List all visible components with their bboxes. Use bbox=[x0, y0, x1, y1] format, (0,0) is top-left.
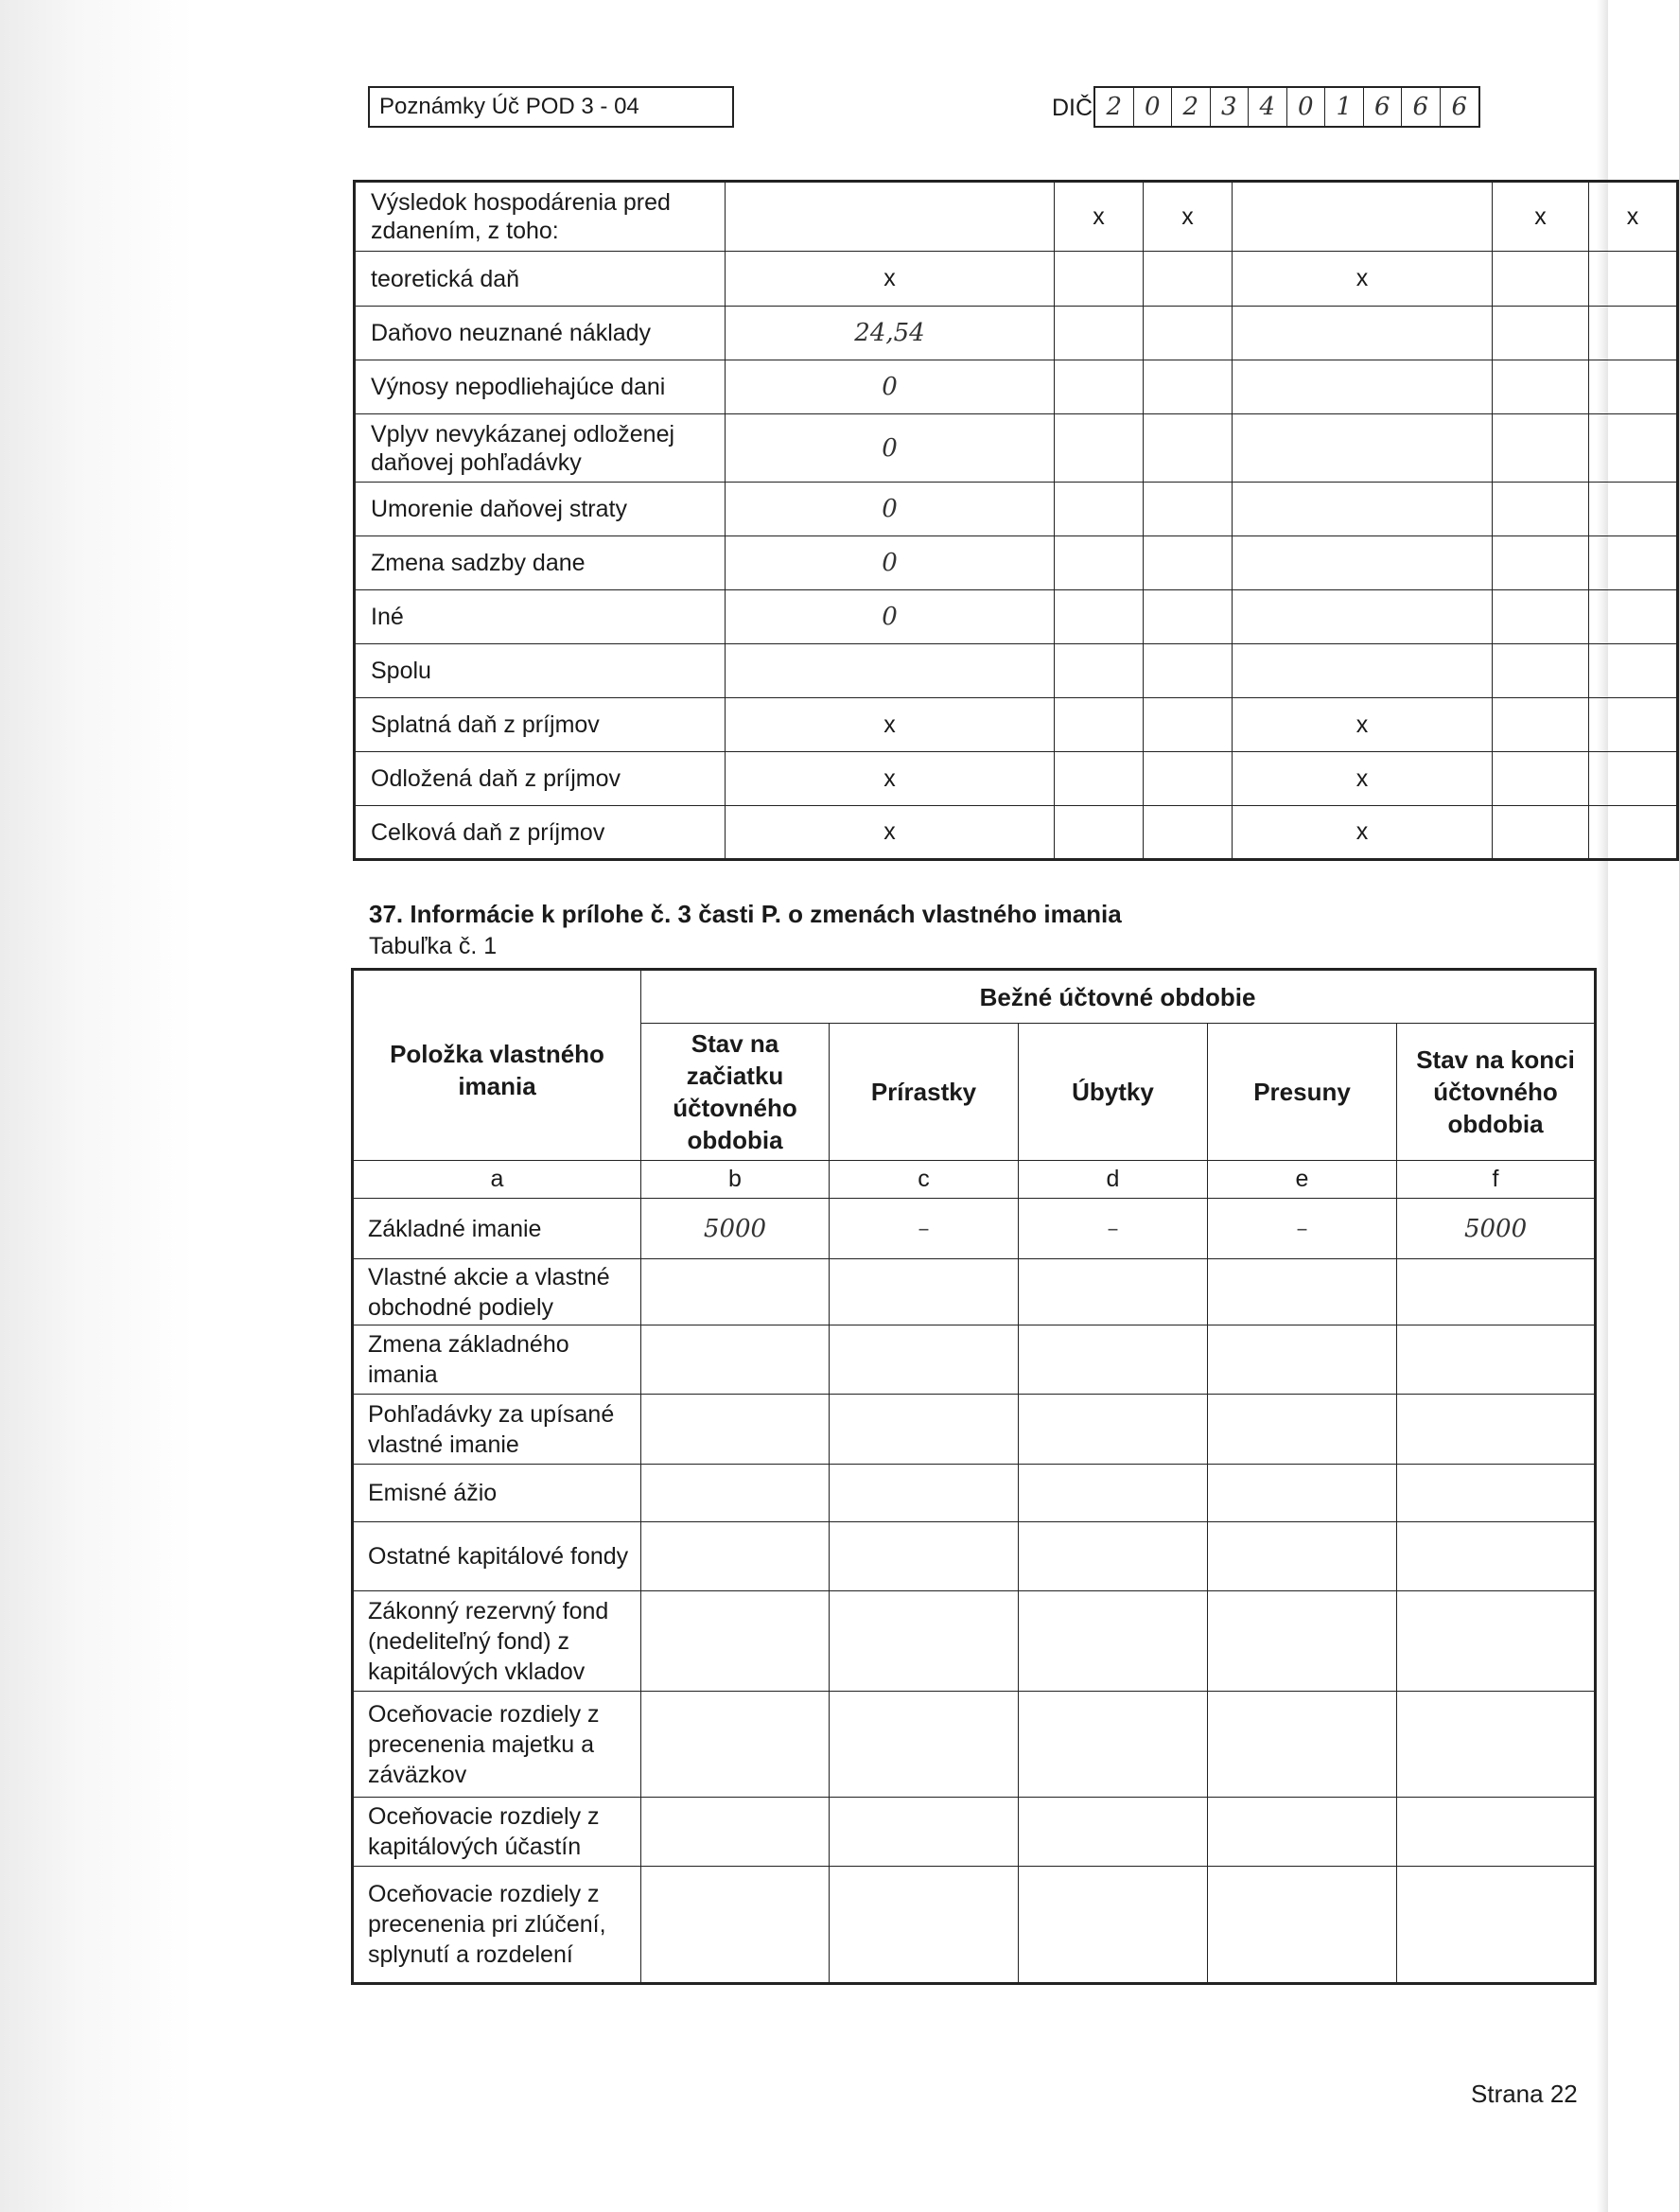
tax-cell bbox=[1055, 252, 1144, 307]
equity-row bbox=[353, 1259, 1596, 1325]
tax-cell-value: 0 bbox=[882, 549, 898, 577]
equity-cell bbox=[830, 1692, 1019, 1798]
equity-cell-value: 5000 bbox=[703, 1214, 767, 1243]
tax-cell bbox=[1233, 252, 1493, 307]
tax-cell bbox=[1589, 698, 1678, 752]
tax-row-label: Iné bbox=[355, 590, 726, 644]
equity-row-label: Zákonný rezervný fond (nedeliteľný fond) z kapitálových vkladov bbox=[353, 1591, 641, 1692]
equity-cell bbox=[1208, 1199, 1397, 1259]
tax-cell bbox=[1493, 360, 1589, 414]
tax-cell bbox=[1233, 483, 1493, 536]
tax-cell bbox=[726, 644, 1055, 698]
equity-row bbox=[353, 1591, 1596, 1692]
tax-cell-value: 0 bbox=[882, 603, 898, 631]
tax-cell bbox=[1055, 360, 1144, 414]
tax-cell-value: x bbox=[1355, 711, 1369, 738]
tax-cell bbox=[1055, 806, 1144, 860]
equity-row bbox=[353, 1199, 1596, 1259]
equity-cell bbox=[641, 1798, 830, 1867]
dic-digit-box: 0 bbox=[1134, 88, 1173, 126]
tax-cell-value: x bbox=[883, 818, 896, 845]
section-37-title: 37. Informácie k prílohe č. 3 časti P. o zmenách vlastného imania bbox=[369, 900, 1122, 928]
tax-row bbox=[355, 698, 1678, 752]
tax-cell bbox=[1493, 182, 1589, 252]
tax-row-label: Vplyv nevykázanej odloženej daňovej pohľadávky bbox=[355, 414, 726, 483]
col-letter: d bbox=[1019, 1161, 1208, 1199]
tax-cell bbox=[1493, 752, 1589, 806]
dic-digit-boxes bbox=[1093, 86, 1480, 128]
tax-cell-value: 0 bbox=[882, 495, 898, 523]
equity-header-row-1 bbox=[353, 970, 1596, 1024]
tax-cell bbox=[1589, 806, 1678, 860]
tax-cell-value: x bbox=[1355, 818, 1369, 845]
col-letter: f bbox=[1397, 1161, 1596, 1199]
tax-cell-value: x bbox=[1093, 202, 1105, 230]
tax-cell bbox=[1233, 414, 1493, 483]
tax-cell bbox=[726, 806, 1055, 860]
tax-cell bbox=[1589, 590, 1678, 644]
tax-cell bbox=[1589, 536, 1678, 590]
tax-reconciliation-table bbox=[353, 180, 1679, 861]
equity-cell bbox=[1019, 1692, 1208, 1798]
form-title-box bbox=[368, 86, 734, 128]
tax-row bbox=[355, 752, 1678, 806]
item-header: Položka vlastného imania bbox=[390, 1040, 604, 1100]
tax-cell bbox=[1493, 483, 1589, 536]
tax-cell-value: x bbox=[1534, 202, 1547, 230]
equity-cell bbox=[1019, 1591, 1208, 1692]
equity-cell bbox=[1397, 1591, 1596, 1692]
dic-digit-box: 1 bbox=[1325, 88, 1364, 126]
equity-cell bbox=[1397, 1522, 1596, 1591]
equity-cell bbox=[1208, 1395, 1397, 1465]
equity-row bbox=[353, 1692, 1596, 1798]
equity-cell bbox=[1019, 1395, 1208, 1465]
dic-digit-box: 0 bbox=[1287, 88, 1326, 126]
equity-cell bbox=[830, 1591, 1019, 1692]
tax-cell bbox=[726, 536, 1055, 590]
dic-digit-box: 2 bbox=[1095, 88, 1134, 126]
tax-row bbox=[355, 307, 1678, 360]
equity-cell bbox=[830, 1199, 1019, 1259]
equity-cell bbox=[1019, 1867, 1208, 1984]
equity-row-label: Emisné ážio bbox=[353, 1465, 641, 1522]
equity-cell bbox=[830, 1325, 1019, 1395]
tax-cell-value: 0 bbox=[882, 373, 898, 401]
tax-cell-value: x bbox=[1181, 202, 1194, 230]
period-header: Bežné účtovné obdobie bbox=[641, 970, 1596, 1024]
tax-cell bbox=[1233, 698, 1493, 752]
equity-cell bbox=[830, 1259, 1019, 1325]
tax-row bbox=[355, 590, 1678, 644]
tax-row bbox=[355, 252, 1678, 307]
equity-cell bbox=[1019, 1522, 1208, 1591]
equity-cell bbox=[1397, 1867, 1596, 1984]
tax-cell bbox=[1144, 698, 1233, 752]
tax-cell bbox=[1493, 536, 1589, 590]
equity-row-label: Oceňovacie rozdiely z precenenia pri zlúčení, splynutí a rozdelení bbox=[353, 1867, 641, 1984]
equity-cell bbox=[641, 1867, 830, 1984]
tax-row-label: teoretická daň bbox=[355, 252, 726, 307]
tax-cell bbox=[1144, 752, 1233, 806]
equity-cell bbox=[1019, 1199, 1208, 1259]
dic-digit-box: 3 bbox=[1211, 88, 1250, 126]
tax-cell bbox=[1144, 536, 1233, 590]
tax-cell bbox=[1589, 182, 1678, 252]
tax-cell bbox=[1233, 752, 1493, 806]
equity-cell-value: 5000 bbox=[1463, 1214, 1528, 1243]
tax-cell-value: x bbox=[883, 711, 896, 738]
equity-cell bbox=[641, 1395, 830, 1465]
tax-row bbox=[355, 806, 1678, 860]
tax-row-label: Výnosy nepodliehajúce dani bbox=[355, 360, 726, 414]
equity-cell bbox=[830, 1867, 1019, 1984]
tax-cell bbox=[1589, 752, 1678, 806]
tax-cell bbox=[1144, 806, 1233, 860]
tax-cell bbox=[1055, 698, 1144, 752]
equity-cell bbox=[1397, 1798, 1596, 1867]
equity-cell bbox=[641, 1465, 830, 1522]
tax-cell-value: x bbox=[883, 764, 896, 792]
tax-cell-value: 0 bbox=[882, 433, 898, 463]
tax-row-label: Umorenie daňovej straty bbox=[355, 483, 726, 536]
col-header-reductions: Úbytky bbox=[1019, 1024, 1208, 1161]
equity-cell bbox=[1208, 1692, 1397, 1798]
equity-cell bbox=[1208, 1259, 1397, 1325]
tax-cell bbox=[1493, 590, 1589, 644]
tax-cell bbox=[1055, 483, 1144, 536]
equity-cell bbox=[1397, 1199, 1596, 1259]
tax-cell bbox=[1233, 590, 1493, 644]
tax-cell bbox=[1589, 360, 1678, 414]
col-letter: e bbox=[1208, 1161, 1397, 1199]
dic-label: DIČ bbox=[1052, 95, 1093, 121]
tax-row bbox=[355, 182, 1678, 252]
letters-row bbox=[353, 1161, 1596, 1199]
tax-cell bbox=[1493, 644, 1589, 698]
equity-row bbox=[353, 1465, 1596, 1522]
equity-cell bbox=[830, 1395, 1019, 1465]
equity-cell bbox=[641, 1692, 830, 1798]
equity-cell bbox=[641, 1259, 830, 1325]
col-header-transfers: Presuny bbox=[1208, 1024, 1397, 1161]
tax-cell bbox=[1233, 644, 1493, 698]
equity-changes-table bbox=[351, 968, 1597, 1985]
equity-cell bbox=[1208, 1798, 1397, 1867]
tax-cell bbox=[1493, 307, 1589, 360]
col-header-additions: Prírastky bbox=[830, 1024, 1019, 1161]
tax-row-label: Výsledok hospodárenia pred zdanením, z toho: bbox=[355, 182, 726, 252]
equity-cell bbox=[1397, 1325, 1596, 1395]
tax-cell bbox=[1589, 483, 1678, 536]
tax-cell bbox=[726, 182, 1055, 252]
tax-cell bbox=[1055, 536, 1144, 590]
equity-row-label: Vlastné akcie a vlastné obchodné podiely bbox=[353, 1259, 641, 1325]
equity-row bbox=[353, 1867, 1596, 1984]
tax-row bbox=[355, 536, 1678, 590]
equity-cell-value: – bbox=[1107, 1215, 1119, 1241]
tax-cell bbox=[1144, 182, 1233, 252]
equity-cell bbox=[1208, 1591, 1397, 1692]
tax-cell bbox=[1144, 360, 1233, 414]
tax-cell bbox=[1233, 307, 1493, 360]
equity-cell bbox=[830, 1798, 1019, 1867]
equity-row-label: Oceňovacie rozdiely z precenenia majetku a záväzkov bbox=[353, 1692, 641, 1798]
tax-cell bbox=[1055, 590, 1144, 644]
tax-cell-value: x bbox=[1355, 764, 1369, 792]
tax-cell bbox=[726, 590, 1055, 644]
tax-row bbox=[355, 360, 1678, 414]
tax-row-label: Zmena sadzby dane bbox=[355, 536, 726, 590]
tax-cell bbox=[1055, 307, 1144, 360]
tax-cell-value: x bbox=[1626, 202, 1639, 230]
tax-cell bbox=[726, 414, 1055, 483]
tax-row-label: Odložená daň z príjmov bbox=[355, 752, 726, 806]
equity-cell bbox=[1208, 1465, 1397, 1522]
equity-cell bbox=[641, 1325, 830, 1395]
equity-cell bbox=[641, 1522, 830, 1591]
page-number: Strana 22 bbox=[1471, 2080, 1578, 2108]
tax-cell bbox=[1233, 360, 1493, 414]
tax-cell bbox=[1144, 414, 1233, 483]
equity-cell bbox=[641, 1199, 830, 1259]
equity-cell bbox=[1397, 1692, 1596, 1798]
tax-cell bbox=[1144, 252, 1233, 307]
tax-cell-value: x bbox=[1355, 265, 1369, 291]
tax-cell bbox=[1144, 307, 1233, 360]
tax-cell bbox=[1144, 644, 1233, 698]
equity-cell bbox=[1019, 1465, 1208, 1522]
tax-cell bbox=[1233, 806, 1493, 860]
equity-row-label: Oceňovacie rozdiely z kapitálových účastín bbox=[353, 1798, 641, 1867]
tax-cell bbox=[1493, 806, 1589, 860]
scan-shadow-left bbox=[0, 0, 194, 2212]
tax-row-label: Spolu bbox=[355, 644, 726, 698]
equity-row-label: Pohľadávky za upísané vlastné imanie bbox=[353, 1395, 641, 1465]
tax-cell bbox=[1233, 182, 1493, 252]
col-letter: c bbox=[830, 1161, 1019, 1199]
tax-cell bbox=[1055, 752, 1144, 806]
equity-row-label: Základné imanie bbox=[353, 1199, 641, 1259]
equity-row-label: Ostatné kapitálové fondy bbox=[353, 1522, 641, 1591]
tax-row bbox=[355, 644, 1678, 698]
tax-cell bbox=[1055, 644, 1144, 698]
equity-cell bbox=[1208, 1325, 1397, 1395]
equity-cell bbox=[1019, 1325, 1208, 1395]
tax-cell bbox=[1233, 536, 1493, 590]
dic-digit-box: 6 bbox=[1364, 88, 1403, 126]
equity-row bbox=[353, 1522, 1596, 1591]
equity-row bbox=[353, 1325, 1596, 1395]
tax-cell bbox=[726, 752, 1055, 806]
col-header-closing: Stav na konci účtovného obdobia bbox=[1397, 1024, 1596, 1161]
tax-cell bbox=[1144, 483, 1233, 536]
equity-row-label: Zmena základného imania bbox=[353, 1325, 641, 1395]
tax-cell-value: x bbox=[883, 265, 896, 291]
tax-cell bbox=[1589, 252, 1678, 307]
col-header-opening: Stav na začiatku účtovného obdobia bbox=[641, 1024, 830, 1161]
tax-cell-value: 24,54 bbox=[854, 319, 925, 347]
equity-cell bbox=[1208, 1867, 1397, 1984]
equity-cell-value: – bbox=[918, 1215, 930, 1241]
tax-cell bbox=[1589, 644, 1678, 698]
col-letter: b bbox=[641, 1161, 830, 1199]
tax-row-label: Daňovo neuznané náklady bbox=[355, 307, 726, 360]
table-label: Tabuľka č. 1 bbox=[369, 933, 498, 959]
equity-cell bbox=[1397, 1259, 1596, 1325]
tax-cell bbox=[726, 252, 1055, 307]
tax-cell bbox=[726, 483, 1055, 536]
equity-cell bbox=[1397, 1465, 1596, 1522]
item-header-cell bbox=[353, 970, 641, 1161]
tax-cell bbox=[1589, 414, 1678, 483]
dic-digit-box: 6 bbox=[1451, 93, 1468, 121]
tax-cell bbox=[1589, 307, 1678, 360]
equity-cell bbox=[1019, 1798, 1208, 1867]
dic-digit-box: 4 bbox=[1249, 88, 1287, 126]
equity-cell bbox=[641, 1591, 830, 1692]
equity-cell bbox=[1019, 1259, 1208, 1325]
dic-digit-box: 6 bbox=[1402, 88, 1441, 126]
tax-cell bbox=[726, 307, 1055, 360]
tax-row-label: Splatná daň z príjmov bbox=[355, 698, 726, 752]
tax-cell bbox=[1055, 414, 1144, 483]
tax-cell bbox=[1493, 252, 1589, 307]
equity-cell bbox=[1208, 1522, 1397, 1591]
equity-cell bbox=[1397, 1395, 1596, 1465]
form-title: Poznámky Úč POD 3 - 04 bbox=[379, 94, 639, 119]
tax-row bbox=[355, 414, 1678, 483]
col-letter: a bbox=[353, 1161, 641, 1199]
equity-row bbox=[353, 1798, 1596, 1867]
tax-row bbox=[355, 483, 1678, 536]
equity-row bbox=[353, 1395, 1596, 1465]
tax-row-label: Celková daň z príjmov bbox=[355, 806, 726, 860]
equity-cell-value: – bbox=[1296, 1215, 1308, 1241]
equity-cell bbox=[830, 1465, 1019, 1522]
tax-cell bbox=[726, 360, 1055, 414]
tax-cell bbox=[726, 698, 1055, 752]
tax-cell bbox=[1493, 414, 1589, 483]
tax-cell bbox=[1144, 590, 1233, 644]
equity-cell bbox=[830, 1522, 1019, 1591]
tax-cell bbox=[1493, 698, 1589, 752]
dic-digit-box: 2 bbox=[1172, 88, 1211, 126]
tax-cell bbox=[1055, 182, 1144, 252]
